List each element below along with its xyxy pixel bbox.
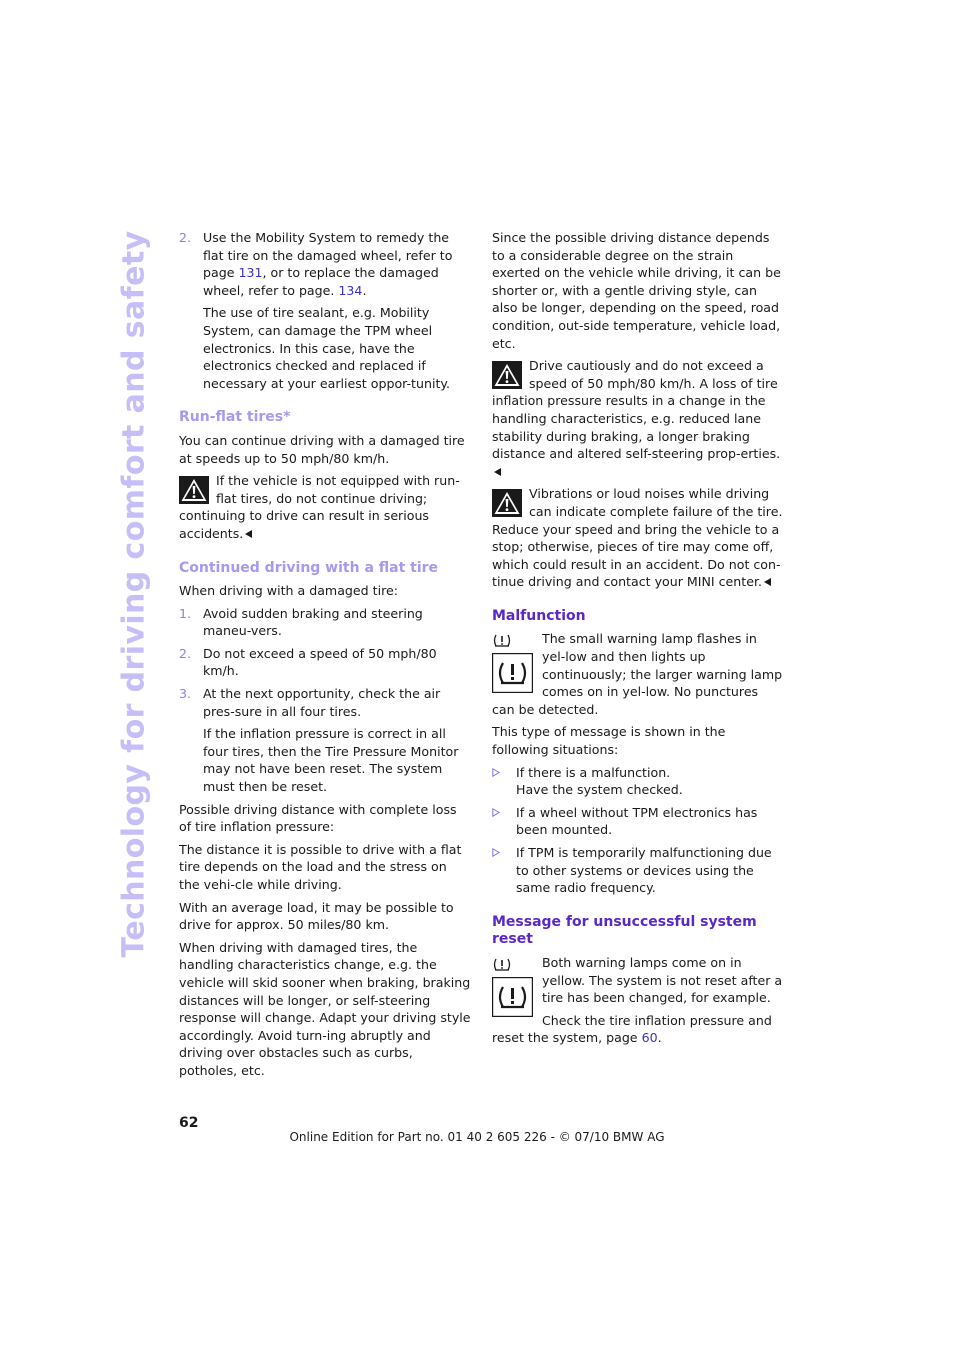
vibration-warning (492, 485, 784, 591)
step-3-note: If the inflation pressure is correct in all four tires, then the Tire Pressure Monitor may not have been reset. The system must then be reset. (203, 726, 459, 795)
lamp-icons (492, 633, 536, 693)
list-number: 1. (179, 605, 192, 621)
step-text: At the next opportunity, check the air pres-sure in all four tires. (203, 686, 441, 719)
warning-triangle-icon (492, 361, 522, 389)
tpm-large-lamp-icon (492, 977, 533, 1017)
page-link-60[interactable]: 60 (641, 1030, 658, 1046)
triangle-bullet-icon (492, 768, 500, 777)
lamp-icons (492, 957, 536, 1017)
run-flat-intro: You can continue driving with a damaged tire at speeds up to 50 mph/80 km/h. (179, 432, 465, 466)
triangle-bullet-icon (492, 808, 500, 817)
paragraph: When driving with damaged tires, the handling characteristics change, e.g. the vehicle will skid sooner when braking, braking distances will be longer, or self-steering response will change. Adapt your driving style accordingly. Avoid turn-ing abruptly and driving over obstacles such as curbs, potholes, etc. (179, 939, 471, 1078)
vibration-warning-text: Vibrations or loud noises while driving can indicate complete failure of the tire. Reduce your speed and bring the vehicle to a stop; otherwise, pieces of tire may come off, which could result in an accident. Do not con-tinue driving and contact your MINI center. (492, 486, 783, 590)
check-text: Check the tire inflation pressure and reset the system, page (492, 1012, 772, 1046)
bullet-line: If a wheel without TPM electronics has been mounted. (516, 804, 758, 838)
step-2-text-b: , or to replace the damaged wheel, refer to page. (203, 265, 439, 298)
step-2-note: The use of tire sealant, e.g. Mobility System, can damage the TPM wheel electronics. In this case, have the electronics checked and replaced if necessary at your earliest oppor-tunity. (203, 305, 451, 391)
list-number: 3. (179, 686, 192, 702)
driving-distance-intro: Since the possible driving distance depends to a considerable degree on the strain exerted on the vehicle while driving, it can be shorter or, with a gentle driving style, can also be longer, depending on the speed, road condition, out-side temperature, vehicle load, etc. (492, 230, 781, 351)
bullet-line: Have the system checked. (516, 782, 683, 798)
check-end: . (657, 1030, 662, 1046)
list-number: 2. (179, 230, 192, 245)
list-item (492, 844, 784, 897)
step-2-text-c: . (362, 282, 367, 298)
heading-system-reset: Message for unsuccessful system reset (492, 913, 757, 948)
run-flat-warning-text: If the vehicle is not equipped with run-flat tires, do not continue driving; continuing to drive can result in serious accidents. (179, 473, 460, 541)
list-number: 2. (179, 645, 192, 661)
bullet-line: If TPM is temporarily malfunctioning due to other systems or devices using the same radio frequency. (516, 845, 772, 896)
list-item-step-2 (179, 229, 471, 299)
step-2-text-a: Use the Mobility System to remedy the flat tire on the damaged wheel, refer to page (203, 230, 453, 281)
warning-triangle-icon (492, 489, 522, 517)
list-item-step-2b (179, 645, 471, 680)
bullet-line: If there is a malfunction. (516, 764, 671, 780)
paragraph: Possible driving distance with complete loss of tire inflation pressure: (179, 801, 457, 835)
run-flat-warning (179, 472, 471, 542)
list-item (492, 764, 784, 799)
triangle-bullet-icon (492, 848, 500, 857)
reset-lamp-block (492, 954, 784, 1052)
end-of-section-icon (764, 578, 771, 586)
left-column (179, 229, 471, 1085)
heading-malfunction: Malfunction (492, 607, 586, 624)
malfunction-lamp-text: The small warning lamp flashes in yel-low and then lights up continuously; the larger warning lamp comes on in yel-low. No punctures can be detected. (492, 631, 783, 717)
reset-check-text (492, 1012, 784, 1047)
continued-intro: When driving with a damaged tire: (179, 583, 398, 599)
reset-lamp-text: Both warning lamps come on in yellow. The system is not reset after a tire has been changed, for example. (542, 954, 783, 1006)
chapter-title-text: Technology for driving comfort and safety (116, 230, 152, 958)
heading-continued-driving: Continued driving with a flat tire (179, 559, 439, 576)
footer-edition: Online Edition for Part no. 01 40 2 605 226 - © 07/10 BMW AG (289, 1130, 665, 1144)
speed-warning (492, 357, 784, 480)
page-link-131[interactable]: 131 (238, 265, 263, 281)
list-item-step-3 (179, 685, 471, 720)
page-link-134[interactable]: 134 (338, 282, 363, 298)
malfunction-lamp-block (492, 630, 784, 718)
paragraph: The distance it is possible to drive with a flat tire depends on the load and the stress on the vehi-cle while driving. (179, 841, 462, 892)
sidebar-chapter-title (112, 232, 156, 956)
situations-intro: This type of message is shown in the following situations: (492, 724, 726, 758)
end-of-section-icon (494, 468, 501, 476)
paragraph: With an average load, it may be possible to drive for approx. 50 miles/80 km. (179, 899, 454, 933)
warning-triangle-icon (179, 476, 209, 504)
list-item-step-1 (179, 605, 471, 640)
list-item (492, 804, 784, 839)
right-column (492, 229, 784, 1057)
step-text: Avoid sudden braking and steering maneu-vers. (203, 605, 423, 639)
page-number: 62 (179, 1115, 199, 1131)
tpm-small-lamp-icon (492, 633, 512, 648)
tpm-small-lamp-icon (492, 957, 512, 972)
tpm-large-lamp-icon (492, 653, 533, 693)
heading-run-flat-tires: Run-flat tires* (179, 409, 291, 426)
step-text: Do not exceed a speed of 50 mph/80 km/h. (203, 645, 437, 679)
end-of-section-icon (245, 530, 252, 538)
speed-warning-text: Drive cautiously and do not exceed a speed of 50 mph/80 km/h. A loss of tire inflation pressure results in a change in the handling characteristics, e.g. reduced lane stability during braking, a longer braking distance and altered self-steering prop-erties. (492, 358, 781, 462)
